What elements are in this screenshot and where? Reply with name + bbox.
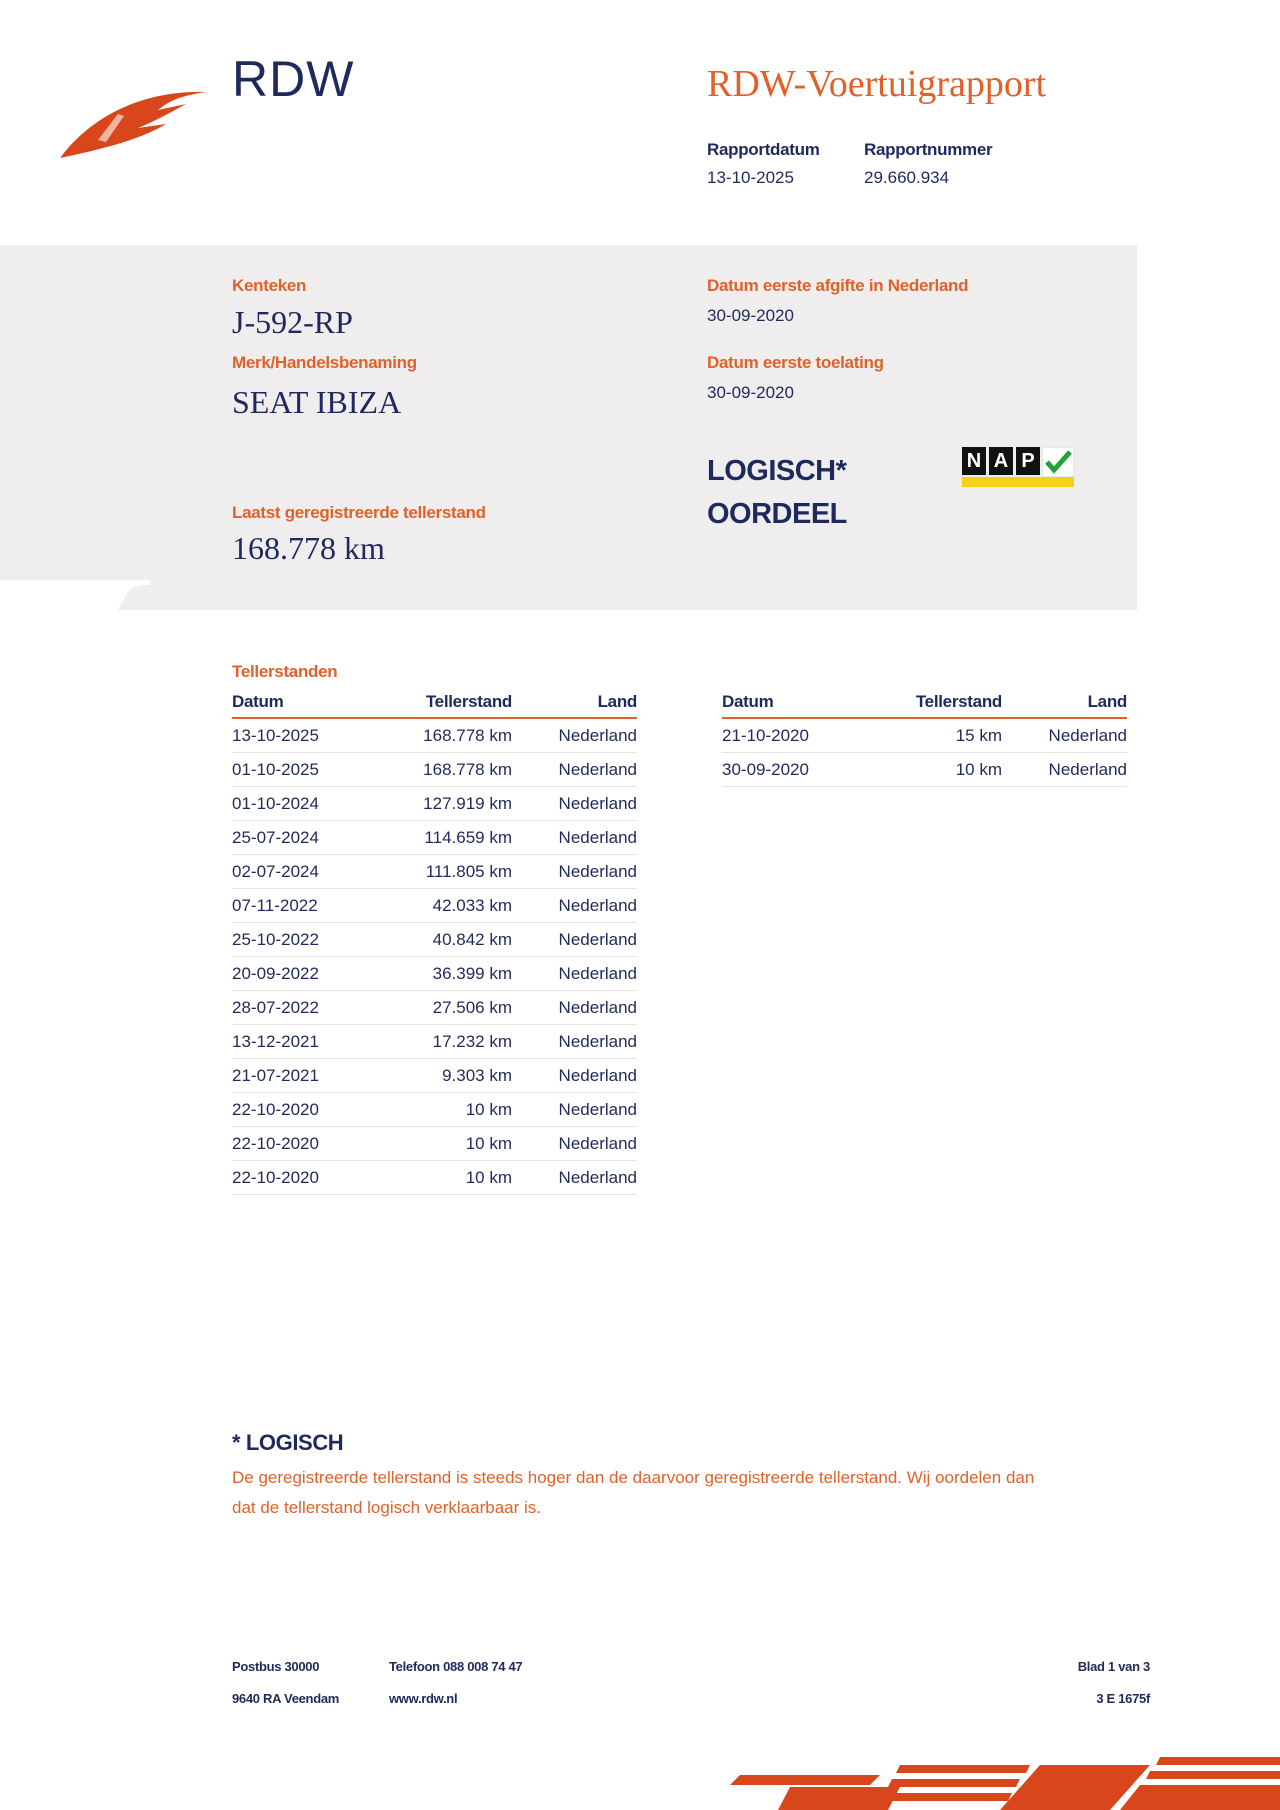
cell-datum: 01-10-2024 [232, 787, 382, 821]
table-row [232, 855, 637, 889]
cell-tellerstand: 27.506 km [382, 991, 512, 1025]
cell-tellerstand: 17.232 km [382, 1025, 512, 1059]
cell-datum: 07-11-2022 [232, 889, 382, 923]
cell-tellerstand: 114.659 km [382, 821, 512, 855]
table-row [232, 957, 637, 991]
table-row [232, 753, 637, 787]
cell-tellerstand: 10 km [382, 1093, 512, 1127]
checkmark-icon [1042, 447, 1074, 477]
cell-land: Nederland [512, 1093, 637, 1127]
cell-tellerstand: 10 km [382, 1127, 512, 1161]
toelating-value: 30-09-2020 [707, 383, 794, 402]
cell-land: Nederland [512, 787, 637, 821]
vehicle-summary-panel [0, 245, 1137, 610]
toelating-label: Datum eerste toelating [707, 353, 884, 372]
cell-datum: 25-07-2024 [232, 821, 382, 855]
table-row [722, 753, 1127, 787]
table-row [232, 1059, 637, 1093]
table-row [232, 787, 637, 821]
band-corner-shape [0, 580, 150, 610]
merk-label: Merk/Handelsbenaming [232, 353, 417, 372]
footer-postbus: Postbus 30000 [232, 1659, 320, 1674]
kenteken-label: Kenteken [232, 276, 307, 295]
footer-website[interactable]: www.rdw.nl [389, 1691, 458, 1706]
table-row [232, 1161, 637, 1195]
cell-datum: 13-12-2021 [232, 1025, 382, 1059]
table-row [232, 991, 637, 1025]
column-header-datum: Datum [232, 687, 382, 718]
tellerstanden-table-right [722, 687, 1127, 787]
kenteken-value: J-592-RP [232, 304, 353, 340]
footer-code: 3 E 1675f [1096, 1691, 1150, 1706]
footer-stripes-graphic [730, 1755, 1280, 1810]
table-row [722, 718, 1127, 753]
cell-land: Nederland [1002, 753, 1127, 787]
column-header-tellerstand: Tellerstand [382, 687, 512, 718]
cell-tellerstand: 10 km [872, 753, 1002, 787]
cell-land: Nederland [512, 855, 637, 889]
footer-telefoon: Telefoon 088 008 74 47 [389, 1659, 523, 1674]
cell-tellerstand: 9.303 km [382, 1059, 512, 1093]
cell-datum: 01-10-2025 [232, 753, 382, 787]
logo-text: RDW [232, 51, 355, 107]
cell-datum: 22-10-2020 [232, 1127, 382, 1161]
cell-land: Nederland [512, 1059, 637, 1093]
cell-datum: 13-10-2025 [232, 718, 382, 753]
cell-tellerstand: 10 km [382, 1161, 512, 1195]
tellerstanden-title: Tellerstanden [232, 662, 338, 681]
table-row [232, 1127, 637, 1161]
cell-land: Nederland [512, 753, 637, 787]
tellerstand-label: Laatst geregistreerde tellerstand [232, 503, 486, 522]
tellerstand-value: 168.778 km [232, 530, 385, 566]
cell-land: Nederland [512, 1161, 637, 1195]
note-text-line1: De geregistreerde tellerstand is steeds hoger dan de daarvoor geregistreerde tellerstand. Wij oordelen dan [232, 1468, 1035, 1487]
cell-tellerstand: 42.033 km [382, 889, 512, 923]
table-row [232, 889, 637, 923]
cell-datum: 20-09-2022 [232, 957, 382, 991]
afgifte-label: Datum eerste afgifte in Nederland [707, 276, 969, 295]
oordeel-line2: OORDEEL [707, 498, 847, 530]
rapportdatum-value: 13-10-2025 [707, 168, 794, 187]
cell-datum: 22-10-2020 [232, 1093, 382, 1127]
column-header-land: Land [512, 687, 637, 718]
rapportnummer-label: Rapportnummer [864, 140, 993, 159]
table-row [232, 1025, 637, 1059]
cell-tellerstand: 127.919 km [382, 787, 512, 821]
rapportdatum-label: Rapportdatum [707, 140, 820, 159]
table-row [232, 821, 637, 855]
cell-tellerstand: 111.805 km [382, 855, 512, 889]
cell-datum: 28-07-2022 [232, 991, 382, 1025]
table-row [232, 718, 637, 753]
cell-land: Nederland [512, 889, 637, 923]
column-header-datum: Datum [722, 687, 872, 718]
table-row [232, 1093, 637, 1127]
nap-letter-n: N [962, 447, 986, 475]
footer-adres: 9640 RA Veendam [232, 1691, 340, 1706]
cell-datum: 25-10-2022 [232, 923, 382, 957]
column-header-land: Land [1002, 687, 1127, 718]
cell-land: Nederland [512, 821, 637, 855]
report-title: RDW-Voertuigrapport [707, 63, 1047, 105]
nap-letter-p: P [1016, 447, 1040, 475]
cell-tellerstand: 36.399 km [382, 957, 512, 991]
cell-land: Nederland [512, 1025, 637, 1059]
cell-datum: 30-09-2020 [722, 753, 872, 787]
nap-letter-a: A [989, 447, 1013, 475]
column-header-tellerstand: Tellerstand [872, 687, 1002, 718]
cell-land: Nederland [512, 923, 637, 957]
cell-land: Nederland [1002, 718, 1127, 753]
note-text-line2: dat de tellerstand logisch verklaarbaar is. [232, 1498, 541, 1517]
cell-land: Nederland [512, 1127, 637, 1161]
oordeel-line1: LOGISCH* [707, 455, 847, 487]
footer-page-number: Blad 1 van 3 [1077, 1659, 1150, 1674]
cell-tellerstand: 168.778 km [382, 753, 512, 787]
note-title: * LOGISCH [232, 1430, 344, 1455]
cell-land: Nederland [512, 718, 637, 753]
table-row [232, 923, 637, 957]
merk-value: SEAT IBIZA [232, 384, 402, 420]
rapportnummer-value: 29.660.934 [864, 168, 950, 187]
nap-badge [962, 447, 1074, 487]
cell-datum: 02-07-2024 [232, 855, 382, 889]
cell-datum: 21-07-2021 [232, 1059, 382, 1093]
cell-land: Nederland [512, 957, 637, 991]
cell-land: Nederland [512, 991, 637, 1025]
afgifte-value: 30-09-2020 [707, 306, 794, 325]
tellerstanden-table-left [232, 687, 637, 1195]
cell-tellerstand: 15 km [872, 718, 1002, 753]
cell-datum: 21-10-2020 [722, 718, 872, 753]
cell-tellerstand: 168.778 km [382, 718, 512, 753]
rdw-logo-icon [58, 80, 208, 160]
cell-datum: 22-10-2020 [232, 1161, 382, 1195]
cell-tellerstand: 40.842 km [382, 923, 512, 957]
